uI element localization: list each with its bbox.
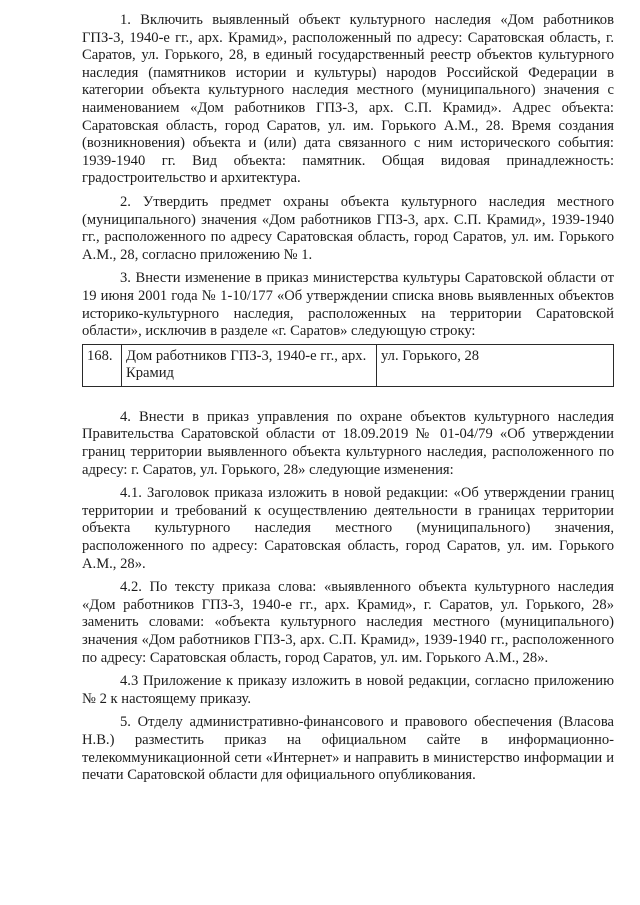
table-cell-number: 168. bbox=[83, 344, 122, 386]
paragraph-2: 2. Утвердить предмет охраны объекта культурного наследия местного (муниципального) значения «Дом работников ГПЗ-3, арх. С.П. Крамид», 1939-1940 гг., расположенного по адресу Саратовская область, город Саратов, ул. им. Горького А.М., 28, согласно приложению № 1. bbox=[82, 193, 614, 263]
table-cell-address: ул. Горького, 28 bbox=[377, 344, 614, 386]
table-cell-name: Дом работников ГПЗ-3, 1940-е гг., арх. Крамид bbox=[122, 344, 377, 386]
excluded-object-table bbox=[82, 344, 614, 387]
paragraph-3: 3. Внести изменение в приказ министерства культуры Саратовской области от 19 июня 2001 года № 1-10/177 «Об утверждении списка вновь выявленных объектов историко-культурного наследия, расположенных на территории Саратовской области», исключив в разделе «г. Саратов» следующую строку: bbox=[82, 270, 614, 340]
paragraph-4-1: 4.1. Заголовок приказа изложить в новой редакции: «Об утверждении границ территории и требований к осуществлению деятельности в границах территории объекта культурного наследия местного (муниципального) значения, расположенного по адресу: Саратовская область, город Саратов, ул. им. Горького А.М., 28». bbox=[82, 485, 614, 572]
paragraph-4: 4. Внести в приказ управления по охране объектов культурного наследия Правительства Саратовской области от 18.09.2019 № 01-04/79 «Об утверждении границ территории выявленного объекта культурного наследия, расположенного по адресу: г. Саратов, ул. Горького, 28» следующие изменения: bbox=[82, 408, 614, 478]
paragraph-5: 5. Отделу административно-финансового и правового обеспечения (Власова Н.В.) разместить приказ на официальном сайте в информационно-телекоммуникационной сети «Интернет» и направить в министерство информации и печати Саратовской области для официального опубликования. bbox=[82, 714, 614, 784]
table-row bbox=[83, 344, 614, 386]
paragraph-4-2: 4.2. По тексту приказа слова: «выявленного объекта культурного наследия «Дом работников ГПЗ-3, 1940-е гг., арх. Крамид», г. Саратов, ул. Горького, 28» заменить словами: «объекта культурного наследия местного (муниципального) значения «Дом работников ГПЗ-3, арх. С.П. Крамид», 1939-1940 гг., расположенного по адресу: Саратовская область, город Саратов, ул. им. Горького А.М., 28». bbox=[82, 579, 614, 666]
paragraph-1: 1. Включить выявленный объект культурного наследия «Дом работников ГПЗ-3, 1940-е гг., арх. Крамид», расположенный по адресу: Саратовская область, г. Саратов, ул. Горького, 28, в единый государственный реестр объектов культурного наследия (памятников истории и культуры) народов Российской Федерации в категории объекта культурного наследия местного (муниципального) значения с наименованием «Дом работников ГПЗ-3, арх. С.П. Крамид». Адрес объекта: Саратовская область, город Саратов, ул. им. Горького А.М., 28. Время создания (возникновения) объекта и (или) дата связанного с ним исторического события: 1939-1940 гг. Вид объекта: памятник. Общая видовая принадлежность: градостроительство и архитектура. bbox=[82, 12, 614, 187]
paragraph-4-3: 4.3 Приложение к приказу изложить в новой редакции, согласно приложению № 2 к настоящему приказу. bbox=[82, 673, 614, 707]
